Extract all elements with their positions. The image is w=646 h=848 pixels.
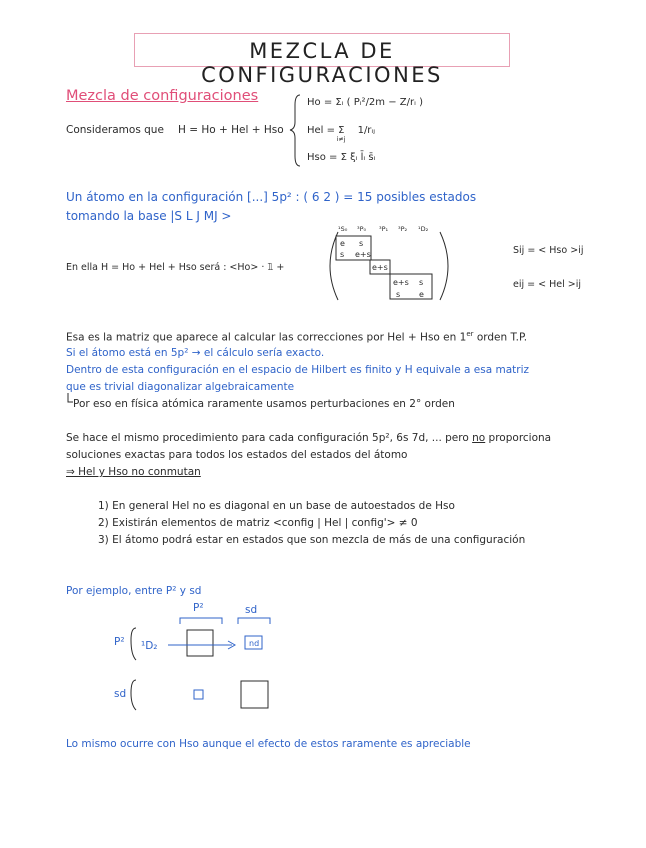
hook-arrow-icon (68, 393, 73, 402)
eq-hso: Hso = Σ ξᵢ l̄ᵢ s̄ᵢ (307, 152, 376, 163)
para1-line5: Por eso en física atómica raramente usamos perturbaciones en 2° orden (73, 398, 455, 410)
matrix-block-3 (390, 274, 432, 299)
eij-definition: eij = < Hel >ij (513, 279, 581, 290)
col-label-3p1: ³P₁ (379, 225, 389, 233)
list-item: 3) El átomo podrá estar en estados que son mezcla de más de una configuración (98, 534, 526, 546)
example-intro: Por ejemplo, entre P² y sd (66, 585, 202, 597)
list-item: 1) En general Hel no es diagonal en un base de autoestados de Hso (98, 500, 455, 512)
matrix-left-paren (330, 232, 338, 300)
atom-line1: Un átomo en la configuración [...] 5p² : ( 6 2 ) = 15 posibles estados (66, 190, 477, 204)
matrix-entry: e (419, 290, 424, 299)
matrix-right-paren (440, 232, 448, 300)
example-bracket-sd (238, 618, 270, 624)
example-bracket-p2 (180, 618, 222, 624)
eq-h0: Ho = Σᵢ ( Pᵢ²/2m − Z/rᵢ ) (307, 97, 423, 108)
col-label-1d2: ¹D₂ (418, 225, 429, 233)
para2-line1-pre: Se hace el mismo procedimiento para cada configuración 5p², 6s 7d, ... pero (66, 432, 473, 444)
example-row-d2: ¹D₂ (141, 640, 158, 652)
para1-line4: que es trivial diagonalizar algebraicamente (66, 381, 295, 393)
example-row-brace-p2 (131, 628, 136, 660)
para1-line1-sup: er (466, 330, 474, 338)
eq-hel-right: 1/rᵢⱼ (357, 125, 375, 136)
equation-brace (290, 95, 300, 166)
sij-definition: Sij = < Hso >ij (513, 245, 584, 256)
example-col-sd: sd (245, 604, 258, 616)
example-row-brace-sd (131, 680, 136, 710)
matrix-entry: s (396, 290, 401, 299)
example-box-sdsd (241, 681, 268, 708)
matrix-entry: e+s (372, 263, 388, 272)
in-it-text: En ella H = Ho + Hel + Hso será : <Ho> · 𝟙 + (66, 262, 285, 273)
para1-line1-pre: Esa es la matriz que aparece al calcular las correcciones por Hel + Hso en 1 (66, 331, 467, 344)
matrix-entry: e (340, 239, 345, 248)
col-label-3p2: ³P₂ (398, 225, 408, 233)
matrix-entry: s (340, 250, 345, 259)
col-label-1s0: ¹S₀ (338, 225, 348, 233)
consider-text: Consideramos que (66, 124, 164, 136)
example-box-label: nd (249, 639, 260, 648)
example-box-p2p2 (187, 630, 213, 656)
example-row-sd: sd (114, 688, 127, 700)
matrix-block-1 (336, 236, 371, 260)
eq-hel-sub: i≠j (336, 135, 346, 143)
para1-line3: Dentro de esta configuración en el espacio de Hilbert es finito y H equivale a esa matriz (66, 364, 530, 376)
closing-text: Lo mismo ocurre con Hso aunque el efecto de estos raramente es apreciable (66, 738, 471, 750)
para2-line3: ⇒ Hel y Hso no conmutan (66, 466, 201, 478)
para1-line2: Si el átomo está en 5p² → el cálculo sería exacto. (66, 347, 325, 359)
example-col-p2: P² (193, 602, 204, 614)
col-label-3p0: ³P₀ (357, 225, 367, 233)
list-item: 2) Existirán elementos de matriz <config | Hel | config'> ≠ 0 (98, 517, 418, 529)
section-title: Mezcla de configuraciones (66, 88, 259, 104)
example-box-nd (245, 636, 262, 649)
para1-line1-post: orden T.P. (473, 331, 528, 344)
para2-line2: soluciones exactas para todos los estados del estados del átomo (66, 449, 408, 461)
example-box-sdp2 (194, 690, 203, 699)
example-row-p2: P² (114, 636, 125, 648)
para2-line1-post: proporciona (485, 432, 552, 444)
para2-line1-no: no (472, 432, 486, 444)
matrix-block-2 (370, 260, 390, 274)
hamiltonian-eq: H = Ho + Hel + Hso (178, 124, 284, 136)
matrix-entry: e+s (355, 250, 371, 259)
matrix-entry: s (419, 278, 424, 287)
matrix-entry: s (359, 239, 364, 248)
atom-line2: tomando la base |S L J MJ > (66, 209, 232, 223)
eq-hel-left: Hel = Σ (307, 125, 345, 136)
matrix-entry: e+s (393, 278, 409, 287)
page-title: MEZCLA DE CONFIGURACIONES (201, 39, 443, 87)
